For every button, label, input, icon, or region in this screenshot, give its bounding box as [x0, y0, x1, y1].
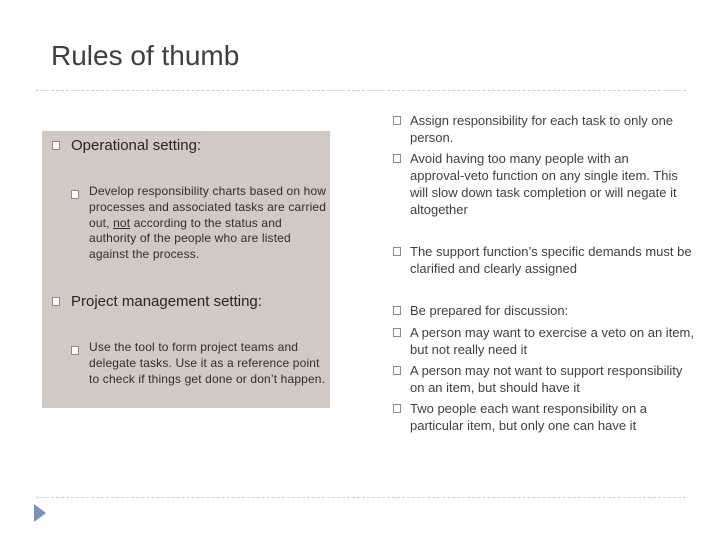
project-heading: Project management setting: — [71, 293, 262, 310]
left-content-panel — [42, 131, 330, 408]
right-item-7: Two people each want responsibility on a particular item, but only one can have it — [410, 401, 648, 433]
square-bullet-icon — [393, 306, 401, 315]
square-bullet-icon — [52, 297, 60, 306]
operational-detail — [89, 184, 329, 263]
project-detail: Use the tool to form project teams and delegate tasks. Use it as a reference point to check if things get done or don’t happen. — [89, 340, 326, 386]
operational-detail-emphasis: not — [113, 215, 131, 230]
right-item-2: Avoid having too many people with an approval-veto function on any single item. This will slow down task completion or will negate it altogether — [410, 151, 678, 217]
square-bullet-icon — [393, 116, 401, 125]
top-divider — [36, 90, 686, 91]
bottom-divider — [36, 497, 686, 498]
operational-detail-text-end: according to the status and authority of the people who are listed against the process. — [89, 215, 291, 262]
operational-heading: Operational setting: — [71, 137, 202, 154]
right-item-1: Assign responsibility for each task to only one person. — [410, 113, 674, 145]
square-bullet-icon — [71, 346, 79, 355]
square-bullet-icon — [393, 404, 401, 413]
square-bullet-icon — [52, 141, 60, 150]
right-item-3: The support function’s specific demands must be clarified and clearly assigned — [410, 244, 692, 276]
slide-title: Rules of thumb — [51, 40, 240, 71]
right-item-4: Be prepared for discussion: — [410, 303, 569, 318]
square-bullet-icon — [393, 154, 401, 163]
square-bullet-icon — [71, 190, 79, 199]
square-bullet-icon — [393, 247, 401, 256]
right-item-6: A person may not want to support responsibility on an item, but should have it — [410, 363, 683, 395]
square-bullet-icon — [393, 328, 401, 337]
square-bullet-icon — [393, 366, 401, 375]
operational-detail-text: Develop responsibility charts based on how processes and associated tasks are carried out, — [89, 184, 327, 230]
slide-nav-marker-icon — [34, 504, 46, 522]
right-item-5: A person may want to exercise a veto on an item, but not really need it — [410, 325, 694, 357]
